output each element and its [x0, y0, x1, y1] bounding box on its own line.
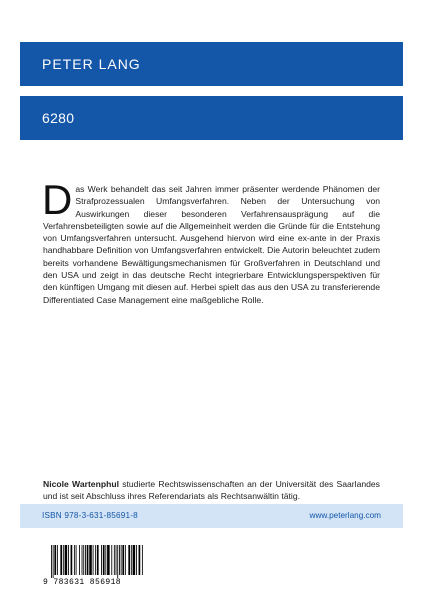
barcode-bar [97, 545, 99, 575]
barcode-bar [128, 545, 130, 575]
barcode-bar [68, 545, 69, 575]
publisher-name: PETER LANG [42, 56, 141, 72]
barcode-bar [107, 545, 110, 575]
series-band [20, 96, 403, 140]
barcode-bar [83, 545, 84, 575]
barcode-bar [105, 545, 106, 575]
barcode-bar [103, 545, 105, 575]
barcode-bar [111, 545, 112, 575]
series-number: 6280 [42, 110, 75, 126]
barcode-bar [71, 545, 73, 575]
barcode-bar [93, 545, 94, 575]
barcode-bar [76, 545, 77, 575]
author-bio [43, 478, 380, 503]
barcode-bar [122, 545, 124, 575]
barcode-bar [87, 545, 89, 575]
footer-band [20, 504, 403, 528]
barcode-bar [95, 545, 96, 575]
barcode-bar [121, 545, 122, 575]
description-text: as Werk behandelt das seit Jahren immer präsenter werdende Phänomen der Strafprozessualen Umfangsverfahren. Neben der Untersuchung von Auswirkungen dieser besonderen Verfahrensausprägung auf die Verfahrensbeteiligten sowie auf die Allgemeinheit werden die Gründe für die Entstehung von Umfangsverfahren untersucht. Ausgehend hiervon wird eine ex-ante in der Praxis handhabbare Definition von Umfangsverfahren entwickelt. Die Autorin beleuchtet zudem bereits vorhandene Bewältigungsmechanismen für Großverfahren in Deutschland und den USA und zeigt in das deutsche Recht integrierbare Entwicklungsperspektiven für den künftigen Umgang mit diesen auf. Herbei spielt das aus den USA zu transferierende Differentiated Case Management eine maßgebliche Rolle. [43, 184, 380, 305]
barcode-bar [85, 545, 86, 575]
barcode-bar [65, 545, 68, 575]
barcode-bar [63, 545, 64, 575]
barcode-bar [53, 545, 54, 578]
barcode-bar [136, 545, 137, 575]
barcode-bar [133, 545, 136, 575]
barcode-bar [51, 545, 52, 578]
barcode-bar [125, 545, 126, 575]
drop-cap: D [42, 176, 73, 223]
barcode-bar [57, 545, 58, 575]
barcode-bar [142, 545, 143, 575]
barcode-digits: 9 783631 856918 [43, 578, 122, 587]
barcode-bar [114, 545, 115, 575]
barcode-bar [101, 545, 102, 575]
barcode-bar [116, 545, 117, 575]
barcode-bar [117, 545, 118, 578]
author-name: Nicole Wartenphul [43, 479, 119, 489]
barcode-bar [54, 545, 56, 575]
barcode-bar [79, 545, 80, 575]
website-link[interactable]: www.peterlang.com [309, 511, 381, 520]
barcode-bar [139, 545, 141, 575]
barcode-bar [82, 545, 83, 575]
barcode [43, 545, 146, 589]
barcode-bar [60, 545, 62, 575]
book-description [42, 176, 380, 306]
barcode-bar [74, 545, 75, 575]
barcode-bar [89, 545, 92, 575]
publisher-band [20, 42, 403, 86]
isbn: ISBN 978-3-631-85691-8 [42, 511, 138, 520]
barcode-icon [51, 545, 143, 578]
barcode-bar [119, 545, 120, 575]
author-bio-text: studierte Rechtswissenschaften an der Universität des Saarlandes und ist seit Abschluss ihres Referendariats als Rechtsanwältin tätig. [43, 479, 380, 502]
barcode-bar [131, 545, 132, 575]
